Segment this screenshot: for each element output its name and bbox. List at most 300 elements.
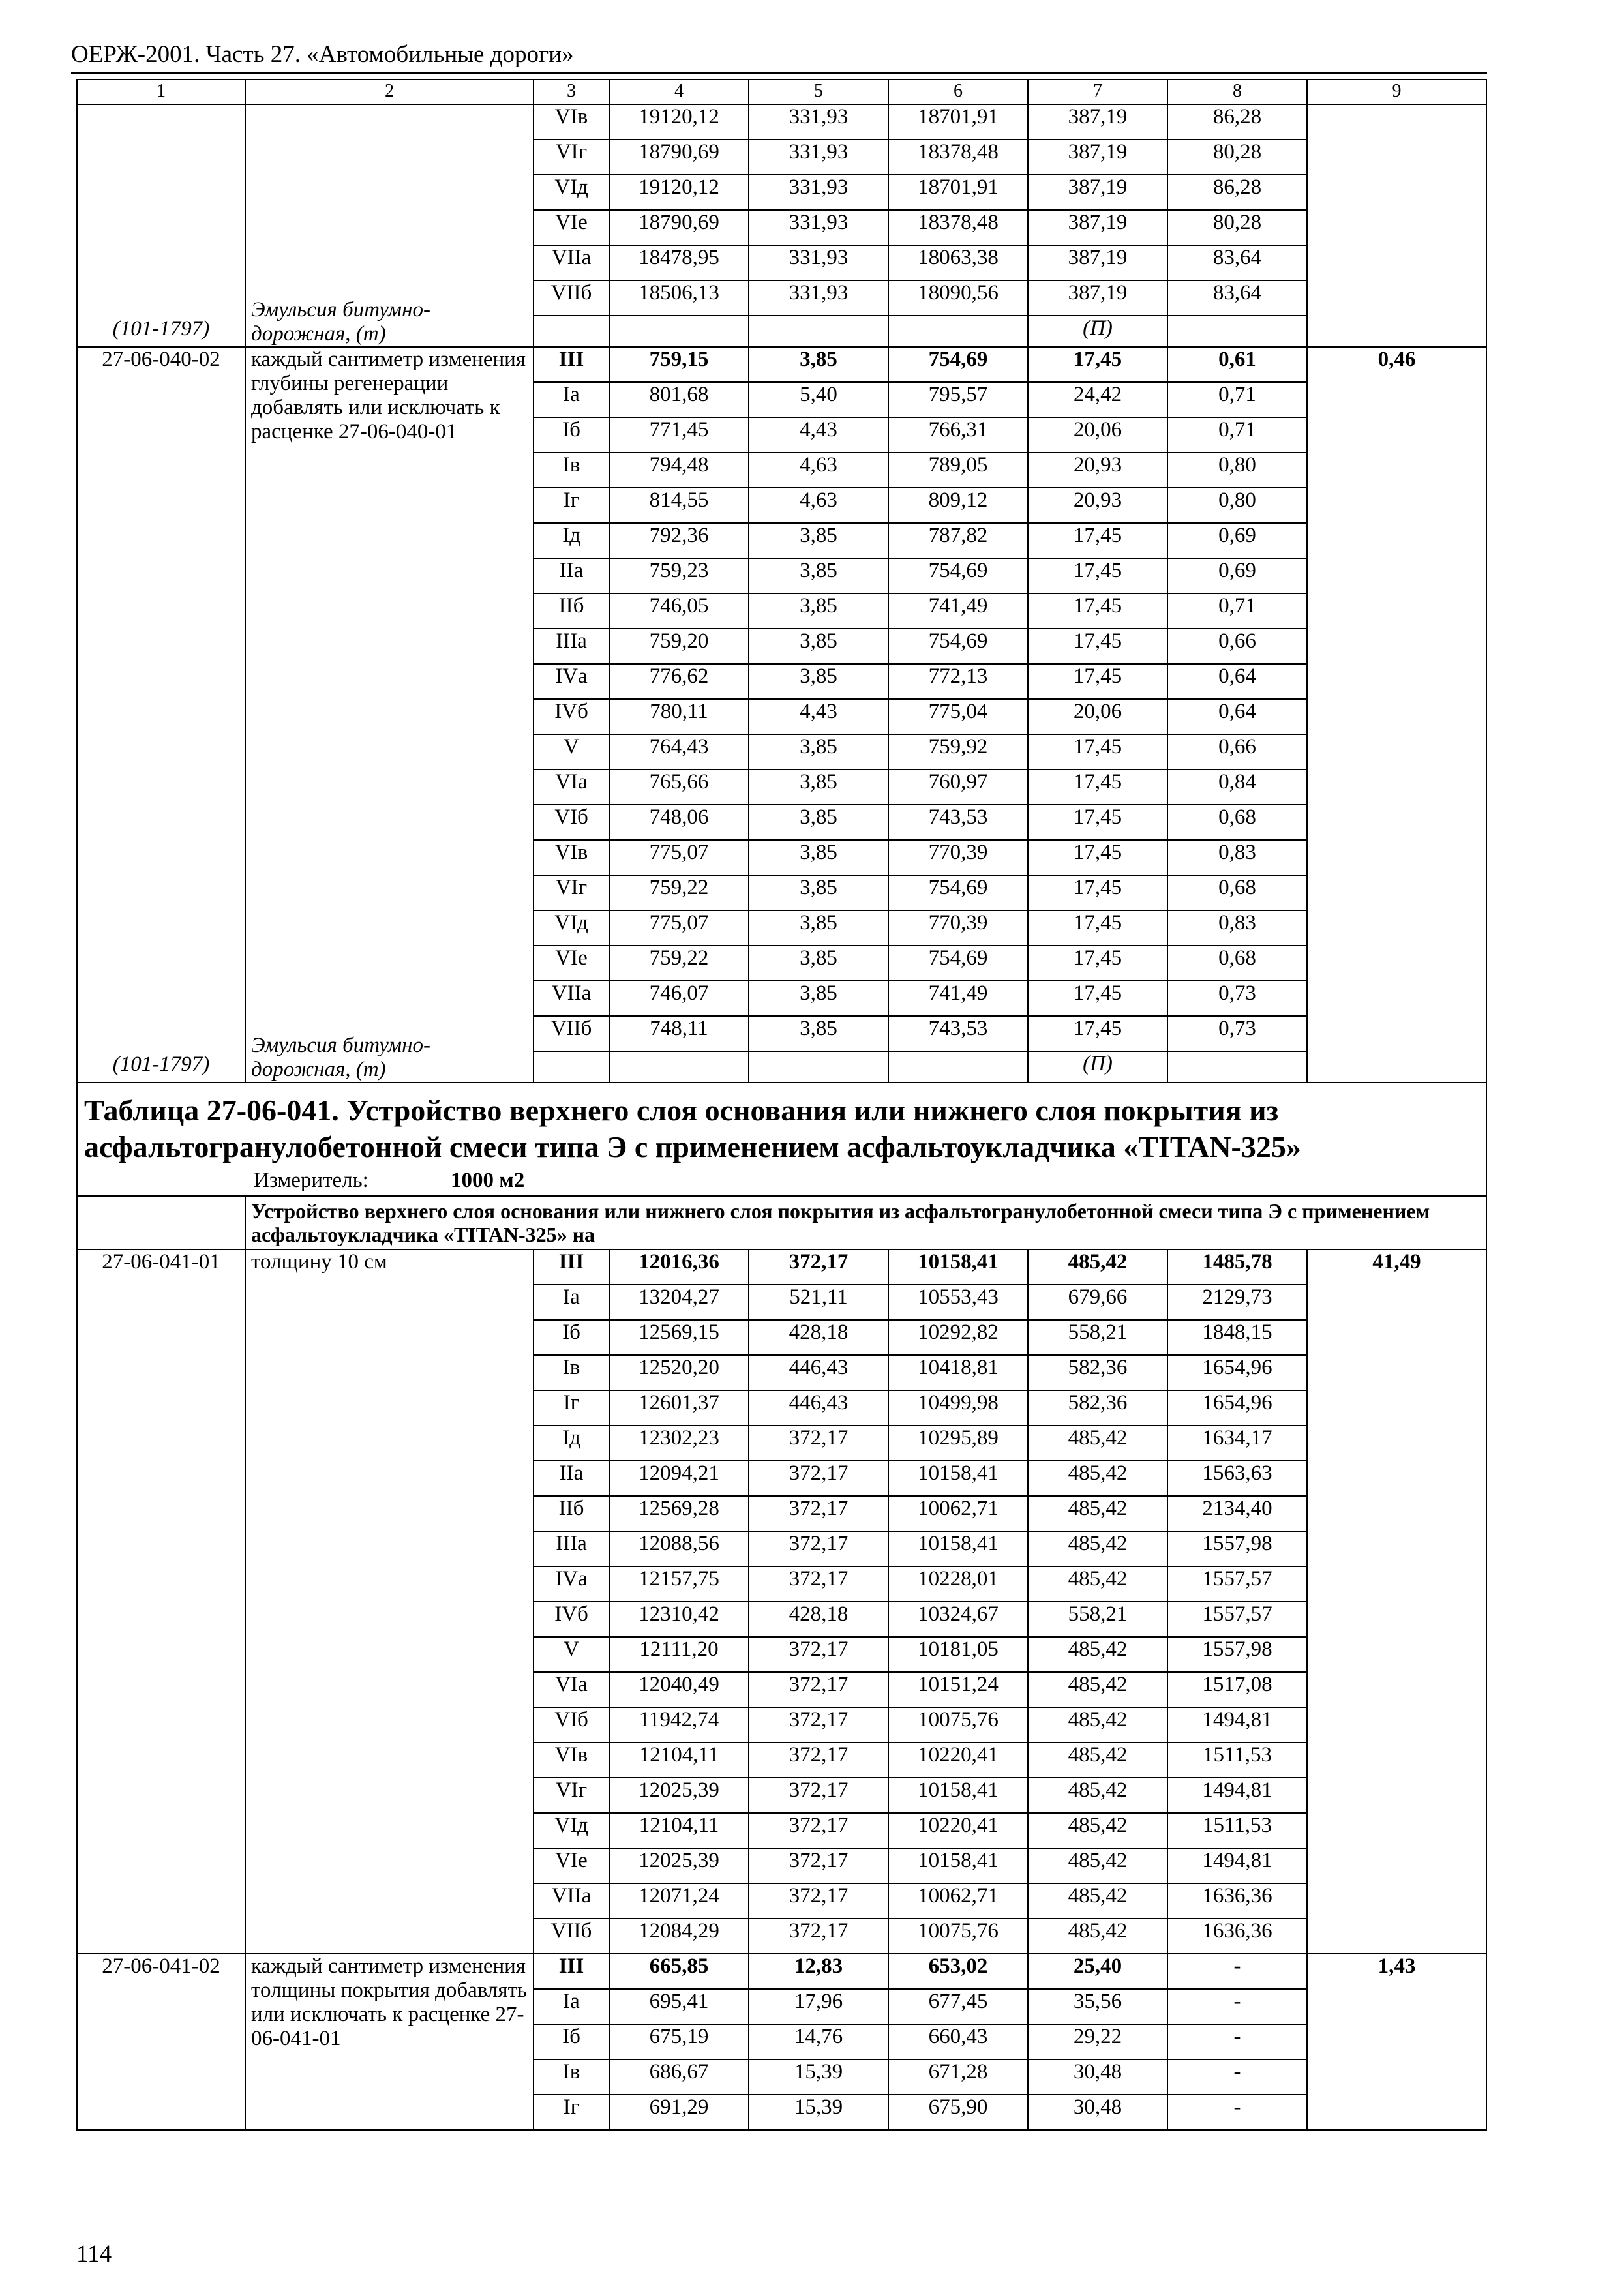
price-value: 24,42 (1028, 382, 1167, 417)
region-zone: Iв (534, 2059, 609, 2095)
region-zone: VIIа (534, 981, 609, 1016)
price-value: 12016,36 (609, 1249, 749, 1285)
price-value: 30,48 (1028, 2095, 1167, 2130)
price-value: 754,69 (888, 558, 1028, 593)
price-value: 10062,71 (888, 1883, 1028, 1919)
price-value: 748,11 (609, 1016, 749, 1051)
price-value: 29,22 (1028, 2024, 1167, 2059)
price-value: 372,17 (749, 1778, 888, 1813)
region-zone: VIIа (534, 1883, 609, 1919)
rate-description-cell (245, 347, 534, 1083)
price-value: 80,28 (1167, 210, 1307, 245)
price-value: 10228,01 (888, 1566, 1028, 1602)
price-value: 18790,69 (609, 210, 749, 245)
material-name: Эмульсия битумно-дорожная, (т) (251, 1034, 430, 1081)
price-value: 770,39 (888, 840, 1028, 875)
price-value: 558,21 (1028, 1320, 1167, 1355)
region-zone: VIд (534, 910, 609, 946)
price-value: 485,42 (1028, 1707, 1167, 1743)
price-value: 387,19 (1028, 104, 1167, 140)
price-value: 13204,27 (609, 1285, 749, 1320)
price-value: 1511,53 (1167, 1813, 1307, 1848)
price-value: 760,97 (888, 770, 1028, 805)
price-value: - (1167, 2095, 1307, 2130)
price-value: 754,69 (888, 629, 1028, 664)
region-zone: VIIб (534, 1919, 609, 1954)
price-value: 1557,57 (1167, 1602, 1307, 1637)
region-zone: IIб (534, 593, 609, 629)
price-value: 12094,21 (609, 1461, 749, 1496)
price-value: 10075,76 (888, 1919, 1028, 1954)
price-value: 1485,78 (1167, 1249, 1307, 1285)
price-value: 18378,48 (888, 140, 1028, 175)
price-value: 17,45 (1028, 558, 1167, 593)
price-value: 3,85 (749, 805, 888, 840)
rate-description-cell (245, 104, 534, 347)
column-number: 7 (1028, 80, 1167, 104)
section-row (77, 1196, 1486, 1249)
price-value: 14,76 (749, 2024, 888, 2059)
price-value: 19120,12 (609, 175, 749, 210)
price-value: 0,71 (1167, 382, 1307, 417)
price-value: 770,39 (888, 910, 1028, 946)
rate-description: каждый сантиметр изменения глубины регенерации добавлять или исключать к расценке 27-06-040-01 (251, 348, 526, 443)
price-value: 759,23 (609, 558, 749, 593)
page-number: 114 (76, 2241, 112, 2267)
price-value: 10418,81 (888, 1355, 1028, 1390)
price-value: 653,02 (888, 1954, 1028, 1989)
price-value: 0,73 (1167, 1016, 1307, 1051)
price-value: 12025,39 (609, 1778, 749, 1813)
price-value: 0,84 (1167, 770, 1307, 805)
price-value: 0,83 (1167, 840, 1307, 875)
price-value: 764,43 (609, 734, 749, 770)
price-value: 1494,81 (1167, 1848, 1307, 1883)
price-value: 12111,20 (609, 1637, 749, 1672)
price-value: 558,21 (1028, 1602, 1167, 1637)
price-value: - (1167, 1954, 1307, 1989)
column-number: 4 (609, 80, 749, 104)
material-unit: (П) (1028, 316, 1167, 347)
price-value: 485,42 (1028, 1637, 1167, 1672)
price-value: 0,69 (1167, 558, 1307, 593)
price-value: 485,42 (1028, 1672, 1167, 1707)
price-value: 372,17 (749, 1249, 888, 1285)
rate-description: каждый сантиметр изменения толщины покрытия добавлять или исключать к расценке 27-06-041-01 (251, 1954, 528, 2050)
price-value: 372,17 (749, 1531, 888, 1566)
price-value: 17,45 (1028, 523, 1167, 558)
region-zone: Iг (534, 488, 609, 523)
price-value: 372,17 (749, 1743, 888, 1778)
column-number: 1 (77, 80, 245, 104)
price-value: 17,45 (1028, 840, 1167, 875)
region-zone: IVа (534, 1566, 609, 1602)
price-value: 428,18 (749, 1320, 888, 1355)
price-value: 485,42 (1028, 1883, 1167, 1919)
price-value: 10181,05 (888, 1637, 1028, 1672)
price-value: 372,17 (749, 1919, 888, 1954)
price-value: 446,43 (749, 1390, 888, 1426)
price-value: 3,85 (749, 664, 888, 699)
price-value: 1557,98 (1167, 1637, 1307, 1672)
price-value: 675,19 (609, 2024, 749, 2059)
page-header: ОЕРЖ-2001. Часть 27. «Автомобильные дороги» (71, 41, 574, 68)
price-value: 766,31 (888, 417, 1028, 453)
region-zone: Iа (534, 382, 609, 417)
price-value: 4,63 (749, 453, 888, 488)
price-value: 17,45 (1028, 770, 1167, 805)
price-value: 660,43 (888, 2024, 1028, 2059)
table-title: Таблица 27-06-041. Устройство верхнего слоя основания или нижнего слоя покрытия из асфальтогранулобетонной смеси типа Э с применением асфальтоукладчика «TITAN-325» (77, 1083, 1486, 1168)
rate-code: 27-06-041-01 (102, 1250, 220, 1274)
price-value: 17,45 (1028, 910, 1167, 946)
price-value: 387,19 (1028, 140, 1167, 175)
price-value: 485,42 (1028, 1813, 1167, 1848)
price-value: 0,68 (1167, 875, 1307, 910)
price-value: 485,42 (1028, 1778, 1167, 1813)
region-zone: IIIа (534, 1531, 609, 1566)
price-value: 86,28 (1167, 104, 1307, 140)
section-heading: Устройство верхнего слоя основания или нижнего слоя покрытия из асфальтогранулобетонной смеси типа Э с применением асфальтоукладчика «TITAN-325» на (245, 1196, 1486, 1249)
empty-cell (534, 1051, 609, 1083)
region-zone: IIа (534, 558, 609, 593)
price-value: 12025,39 (609, 1848, 749, 1883)
rate-description-cell (245, 1249, 534, 1954)
col9-text: 1,43 (1377, 1954, 1416, 1978)
price-value: 759,22 (609, 946, 749, 981)
price-value: 582,36 (1028, 1355, 1167, 1390)
price-value: 3,85 (749, 347, 888, 382)
price-value: 485,42 (1028, 1426, 1167, 1461)
region-zone: Iа (534, 1285, 609, 1320)
rate-description-cell (245, 1954, 534, 2130)
price-value: 2129,73 (1167, 1285, 1307, 1320)
region-zone: Iг (534, 1390, 609, 1426)
price-value: 671,28 (888, 2059, 1028, 2095)
price-value: 1654,96 (1167, 1390, 1307, 1426)
price-value: 4,63 (749, 488, 888, 523)
price-value: 485,42 (1028, 1566, 1167, 1602)
price-value: 0,64 (1167, 699, 1307, 734)
price-value: 372,17 (749, 1707, 888, 1743)
price-value: 10295,89 (888, 1426, 1028, 1461)
price-value: 741,49 (888, 981, 1028, 1016)
price-value: 801,68 (609, 382, 749, 417)
price-value: 743,53 (888, 805, 1028, 840)
empty-cell (749, 1051, 888, 1083)
rate-code: 27-06-040-02 (102, 348, 220, 371)
price-value: 18063,38 (888, 245, 1028, 280)
price-value: 795,57 (888, 382, 1028, 417)
price-value: 775,07 (609, 910, 749, 946)
price-value: 25,40 (1028, 1954, 1167, 1989)
column-number: 8 (1167, 80, 1307, 104)
price-value: 17,45 (1028, 946, 1167, 981)
price-value: 15,39 (749, 2095, 888, 2130)
price-value: 86,28 (1167, 175, 1307, 210)
price-value: 372,17 (749, 1672, 888, 1707)
price-value: 331,93 (749, 104, 888, 140)
empty-cell (609, 1051, 749, 1083)
col9-value (1307, 1954, 1486, 2130)
rate-code-cell (77, 347, 245, 1083)
empty-cell (749, 316, 888, 347)
price-value: 372,17 (749, 1813, 888, 1848)
price-value: 12310,42 (609, 1602, 749, 1637)
price-value: 3,85 (749, 593, 888, 629)
table-row (77, 1249, 1486, 1285)
price-value: 35,56 (1028, 1989, 1167, 2024)
price-value: 746,07 (609, 981, 749, 1016)
price-value: 20,93 (1028, 488, 1167, 523)
price-value: 485,42 (1028, 1531, 1167, 1566)
header-rule (71, 72, 1487, 74)
price-value: 0,61 (1167, 347, 1307, 382)
price-value: - (1167, 1989, 1307, 2024)
price-value: 331,93 (749, 175, 888, 210)
price-value: 12071,24 (609, 1883, 749, 1919)
price-value: 485,42 (1028, 1919, 1167, 1954)
price-value: 17,45 (1028, 629, 1167, 664)
price-value: 3,85 (749, 629, 888, 664)
price-value: 17,45 (1028, 664, 1167, 699)
price-value: 775,04 (888, 699, 1028, 734)
price-value: 18378,48 (888, 210, 1028, 245)
price-value: 743,53 (888, 1016, 1028, 1051)
price-value: 1848,15 (1167, 1320, 1307, 1355)
price-value: 4,43 (749, 699, 888, 734)
meter-value: 1000 м2 (451, 1169, 525, 1192)
rates-table (76, 79, 1487, 2131)
price-value: 10220,41 (888, 1743, 1028, 1778)
meter-label: Измеритель: (254, 1169, 368, 1192)
price-value: 0,73 (1167, 981, 1307, 1016)
region-zone: Iв (534, 453, 609, 488)
col9-value (1307, 1249, 1486, 1954)
column-number: 3 (534, 80, 609, 104)
price-value: 18090,56 (888, 280, 1028, 316)
price-value: 372,17 (749, 1496, 888, 1531)
price-value: 10553,43 (888, 1285, 1028, 1320)
price-value: 775,07 (609, 840, 749, 875)
price-value: 15,39 (749, 2059, 888, 2095)
price-value: 679,66 (1028, 1285, 1167, 1320)
price-value: 30,48 (1028, 2059, 1167, 2095)
price-value: 10499,98 (888, 1390, 1028, 1426)
price-value: 10158,41 (888, 1461, 1028, 1496)
price-value: 0,69 (1167, 523, 1307, 558)
price-value: 0,66 (1167, 734, 1307, 770)
price-value: 1511,53 (1167, 1743, 1307, 1778)
price-value: 772,13 (888, 664, 1028, 699)
price-value: 20,06 (1028, 699, 1167, 734)
price-value: 1557,57 (1167, 1566, 1307, 1602)
col9-text: 0,46 (1377, 348, 1416, 371)
price-value: 809,12 (888, 488, 1028, 523)
price-value: 2134,40 (1167, 1496, 1307, 1531)
price-value: 446,43 (749, 1355, 888, 1390)
price-value: 3,85 (749, 875, 888, 910)
column-number: 2 (245, 80, 534, 104)
rate-code-cell (77, 104, 245, 347)
rate-description: толщину 10 см (251, 1250, 387, 1274)
price-value: 387,19 (1028, 280, 1167, 316)
price-value: 485,42 (1028, 1496, 1167, 1531)
price-value: 754,69 (888, 347, 1028, 382)
price-value: 748,06 (609, 805, 749, 840)
price-value: 11942,74 (609, 1707, 749, 1743)
price-value: 17,45 (1028, 593, 1167, 629)
price-value: 19120,12 (609, 104, 749, 140)
price-value: 18701,91 (888, 104, 1028, 140)
column-number: 9 (1307, 80, 1486, 104)
price-value: 695,41 (609, 1989, 749, 2024)
price-value: 1636,36 (1167, 1919, 1307, 1954)
price-value: 18478,95 (609, 245, 749, 280)
table-row (77, 347, 1486, 382)
price-value: 485,42 (1028, 1848, 1167, 1883)
price-value: 665,85 (609, 1954, 749, 1989)
price-value: 331,93 (749, 210, 888, 245)
col9-value (1307, 104, 1486, 347)
price-value: 1557,98 (1167, 1531, 1307, 1566)
rate-code-cell (77, 1249, 245, 1954)
price-value: 0,68 (1167, 805, 1307, 840)
price-value: 485,42 (1028, 1249, 1167, 1285)
price-value: 372,17 (749, 1426, 888, 1461)
region-zone: VIг (534, 140, 609, 175)
price-value: 691,29 (609, 2095, 749, 2130)
price-value: 10158,41 (888, 1778, 1028, 1813)
region-zone: VIд (534, 1813, 609, 1848)
price-value: 10158,41 (888, 1249, 1028, 1285)
price-value: 3,85 (749, 523, 888, 558)
price-value: 1494,81 (1167, 1778, 1307, 1813)
price-value: 0,68 (1167, 946, 1307, 981)
price-value: 780,11 (609, 699, 749, 734)
empty-cell (534, 316, 609, 347)
price-value: 83,64 (1167, 245, 1307, 280)
region-zone: VIв (534, 1743, 609, 1778)
price-value: 0,71 (1167, 593, 1307, 629)
price-value: 754,69 (888, 875, 1028, 910)
section-empty-cell (77, 1196, 245, 1249)
price-value: 17,45 (1028, 1016, 1167, 1051)
region-zone: IIа (534, 1461, 609, 1496)
price-value: 759,92 (888, 734, 1028, 770)
region-zone: V (534, 1637, 609, 1672)
price-value: 0,64 (1167, 664, 1307, 699)
price-value: 10075,76 (888, 1707, 1028, 1743)
region-zone: VIб (534, 1707, 609, 1743)
price-value: 0,66 (1167, 629, 1307, 664)
rate-code-cell (77, 1954, 245, 2130)
price-value: 17,45 (1028, 875, 1167, 910)
table-row (77, 104, 1486, 140)
column-number: 5 (749, 80, 888, 104)
price-value: 10062,71 (888, 1496, 1028, 1531)
empty-cell (888, 1051, 1028, 1083)
empty-cell (609, 316, 749, 347)
region-zone: VIIб (534, 1016, 609, 1051)
region-zone: VIб (534, 805, 609, 840)
price-value: 10292,82 (888, 1320, 1028, 1355)
price-value: 3,85 (749, 1016, 888, 1051)
region-zone: IVа (534, 664, 609, 699)
price-value: 1654,96 (1167, 1355, 1307, 1390)
price-value: 759,22 (609, 875, 749, 910)
price-value: 675,90 (888, 2095, 1028, 2130)
price-value: 12104,11 (609, 1743, 749, 1778)
price-value: 12601,37 (609, 1390, 749, 1426)
region-zone: VIе (534, 946, 609, 981)
material-code: (101-1797) (112, 317, 210, 340)
price-value: 1636,36 (1167, 1883, 1307, 1919)
col9-value (1307, 347, 1486, 1083)
region-zone: VIе (534, 1848, 609, 1883)
table-title-row (77, 1083, 1486, 1168)
price-value: 12,83 (749, 1954, 888, 1989)
price-value: 754,69 (888, 946, 1028, 981)
price-value: 10151,24 (888, 1672, 1028, 1707)
region-zone: III (534, 1954, 609, 1989)
price-value: 10220,41 (888, 1813, 1028, 1848)
price-value: 387,19 (1028, 245, 1167, 280)
price-value: 428,18 (749, 1602, 888, 1637)
region-zone: VIв (534, 840, 609, 875)
region-zone: IIIа (534, 629, 609, 664)
price-value: 372,17 (749, 1566, 888, 1602)
price-value: 771,45 (609, 417, 749, 453)
price-value: 1634,17 (1167, 1426, 1307, 1461)
price-value: 677,45 (888, 1989, 1028, 2024)
region-zone: VIIб (534, 280, 609, 316)
price-value: 3,85 (749, 770, 888, 805)
price-value: 18701,91 (888, 175, 1028, 210)
price-value: 10324,67 (888, 1602, 1028, 1637)
price-value: 10158,41 (888, 1531, 1028, 1566)
price-value: 80,28 (1167, 140, 1307, 175)
material-code: (101-1797) (112, 1053, 210, 1076)
price-value: 20,93 (1028, 453, 1167, 488)
region-zone: Iд (534, 523, 609, 558)
price-value: 0,83 (1167, 910, 1307, 946)
price-value: 12088,56 (609, 1531, 749, 1566)
price-value: 3,85 (749, 840, 888, 875)
price-value: 17,45 (1028, 981, 1167, 1016)
meter-cell (77, 1168, 1486, 1196)
price-value: 0,80 (1167, 488, 1307, 523)
price-value: 17,45 (1028, 805, 1167, 840)
price-value: 3,85 (749, 558, 888, 593)
price-value: 794,48 (609, 453, 749, 488)
price-value: 387,19 (1028, 210, 1167, 245)
price-value: 3,85 (749, 734, 888, 770)
price-value: 789,05 (888, 453, 1028, 488)
price-value: 12104,11 (609, 1813, 749, 1848)
price-value: 17,45 (1028, 734, 1167, 770)
price-value: - (1167, 2024, 1307, 2059)
price-value: 759,20 (609, 629, 749, 664)
price-value: 12520,20 (609, 1355, 749, 1390)
price-value: 5,40 (749, 382, 888, 417)
price-value: 18506,13 (609, 280, 749, 316)
column-number: 6 (888, 80, 1028, 104)
price-value: 12084,29 (609, 1919, 749, 1954)
meter-row (77, 1168, 1486, 1196)
price-value: 12302,23 (609, 1426, 749, 1461)
region-zone: Iд (534, 1426, 609, 1461)
